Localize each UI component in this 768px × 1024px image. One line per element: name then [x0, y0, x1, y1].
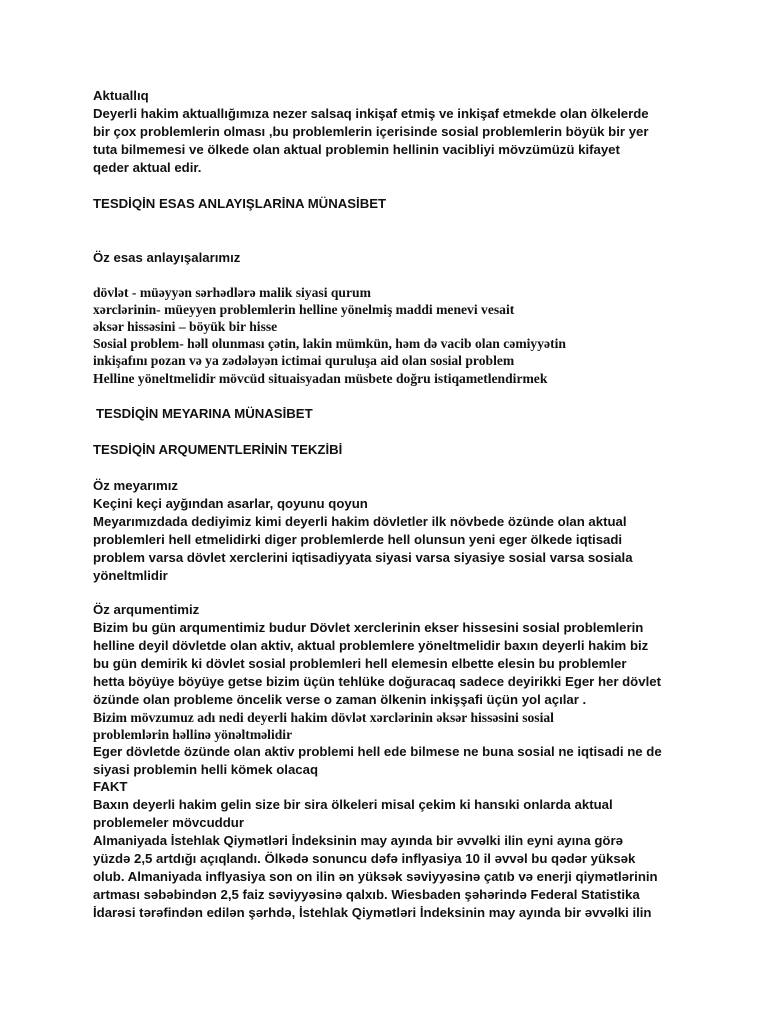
- paragraph-line: İdarəsi tərəfindən edilən şərhdə, İstehlak Qiymətləri İndeksinin may ayında bir əvvəlki ilin: [93, 905, 652, 920]
- definition-line: Helline yöneltmelidir mövcüd situaisyadan müsbete doğru istiqametlendirmek: [93, 371, 548, 386]
- paragraph-line: helline deyil dövletde olan aktiv, aktual problemlere yöneltmelidir baxın deyerli hakim biz: [93, 638, 649, 653]
- section-heading-arqument: TESDİQİN ARQUMENTLERİNİN TEKZİBİ: [93, 442, 343, 457]
- paragraph-line: bu gün demirik ki dövlet sosial problemleri hell elemesin elbette elesin bu problemler: [93, 656, 627, 671]
- section-heading-fakt: FAKT: [93, 779, 128, 794]
- paragraph-line: qeder aktual edir.: [93, 160, 202, 175]
- section-heading-oz-esas: Öz esas anlayışalarımız: [93, 250, 241, 265]
- section-heading-aktualliq: Aktuallıq: [93, 88, 149, 103]
- paragraph-line: Meyarımızdada dediyimiz kimi deyerli hakim dövletler ilk növbede özünde olan aktual: [93, 514, 627, 529]
- paragraph-line: Almaniyada İstehlak Qiymətləri İndeksinin may ayında bir əvvəlki ilin eyni ayına görə: [93, 833, 623, 848]
- definition-line: inkişafını pozan və ya zədələyən ictimai quruluşa aid olan sosial problem: [93, 353, 515, 368]
- section-heading-meyar: TESDİQİN MEYARINA MÜNASİBET: [96, 406, 313, 421]
- topic-line: Bizim mövzumuz adı nedi deyerli hakim dövlət xərclərinin əksər hissəsini sosial: [93, 710, 554, 725]
- paragraph-line: Baxın deyerli hakim gelin size bir sira ölkeleri misal çekim ki hansıki onlarda aktual: [93, 797, 613, 812]
- section-heading-esas: TESDİQİN ESAS ANLAYIŞLARİNA MÜNASİBET: [93, 196, 387, 211]
- definition-line: Sosial problem- həll olunması çətin, lakin mümkün, həm də vacib olan cəmiyyətin: [93, 336, 566, 351]
- paragraph-line: tuta bilmemesi ve ölkede olan aktual problemin hellinin vacibliyi mövzümüzü kifayet: [93, 142, 620, 157]
- paragraph-line: Eger dövletde özünde olan aktiv problemi hell ede bilmese ne buna sosial ne iqtisadi ne de: [93, 744, 662, 759]
- definition-line: dövlət - müəyyən sərhədlərə malik siyasi qurum: [93, 285, 371, 300]
- paragraph-line: problem varsa dövlet xerclerini iqtisadiyyata siyasi varsa siyasiye sosial varsa sosiala: [93, 550, 633, 565]
- section-heading-oz-arqument: Öz arqumentimiz: [93, 602, 200, 617]
- definition-line: əksər hissəsini – böyük bir hisse: [93, 319, 278, 334]
- paragraph-line: Deyerli hakim aktuallığımıza nezer salsaq inkişaf etmiş ve inkişaf etmekde olan ölkelerde: [93, 106, 649, 121]
- paragraph-line: problemeler mövcuddur: [93, 815, 244, 830]
- paragraph-line: siyasi problemin helli kömek olacaq: [93, 762, 319, 777]
- paragraph-line: Bizim bu gün arqumentimiz budur Dövlet xerclerinin ekser hissesini sosial problemlerin: [93, 620, 644, 635]
- paragraph-line: hetta böyüye böyüye getse bizim üçün tehlüke doğuracaq sadece deyirikki Eger her dövlet: [93, 674, 661, 689]
- paragraph-line: olub. Almaniyada inflyasiya son on ilin ən yüksək səviyyəsinə çatıb və enerji qiymətlərinin: [93, 869, 658, 884]
- topic-line: problemlərin həllinə yönəltməlidir: [93, 727, 293, 742]
- paragraph-line: yüzdə 2,5 artdığı açıqlandı. Ölkədə sonuncu dəfə inflyasiya 10 il əvvəl bu qədər yüksək: [93, 851, 636, 866]
- paragraph-line: bir çox problemlerin olması ,bu problemlerin içerisinde sosial problemlerin böyük bir yer: [93, 124, 649, 139]
- paragraph-line: problemleri hell etmelidirki diger problemlerde hell olunsun yeni eger ölkede iqtisadi: [93, 532, 623, 547]
- definition-line: xərclərinin- müeyyen problemlerin helline yönelmiş maddi menevi vesait: [93, 302, 515, 317]
- paragraph-line: özünde olan probleme öncelik verse o zaman ölkenin inkişşafi üçün yol açılar .: [93, 692, 587, 707]
- paragraph-line: Keçini keçi ayğından asarlar, qoyunu qoyun: [93, 496, 368, 511]
- paragraph-line: yöneltmlidir: [93, 568, 168, 583]
- section-heading-oz-meyar: Öz meyarımız: [93, 478, 179, 493]
- paragraph-line: artması səbəbindən 2,5 faiz səviyyəsinə qalxıb. Wiesbaden şəhərində Federal Statistika: [93, 887, 640, 902]
